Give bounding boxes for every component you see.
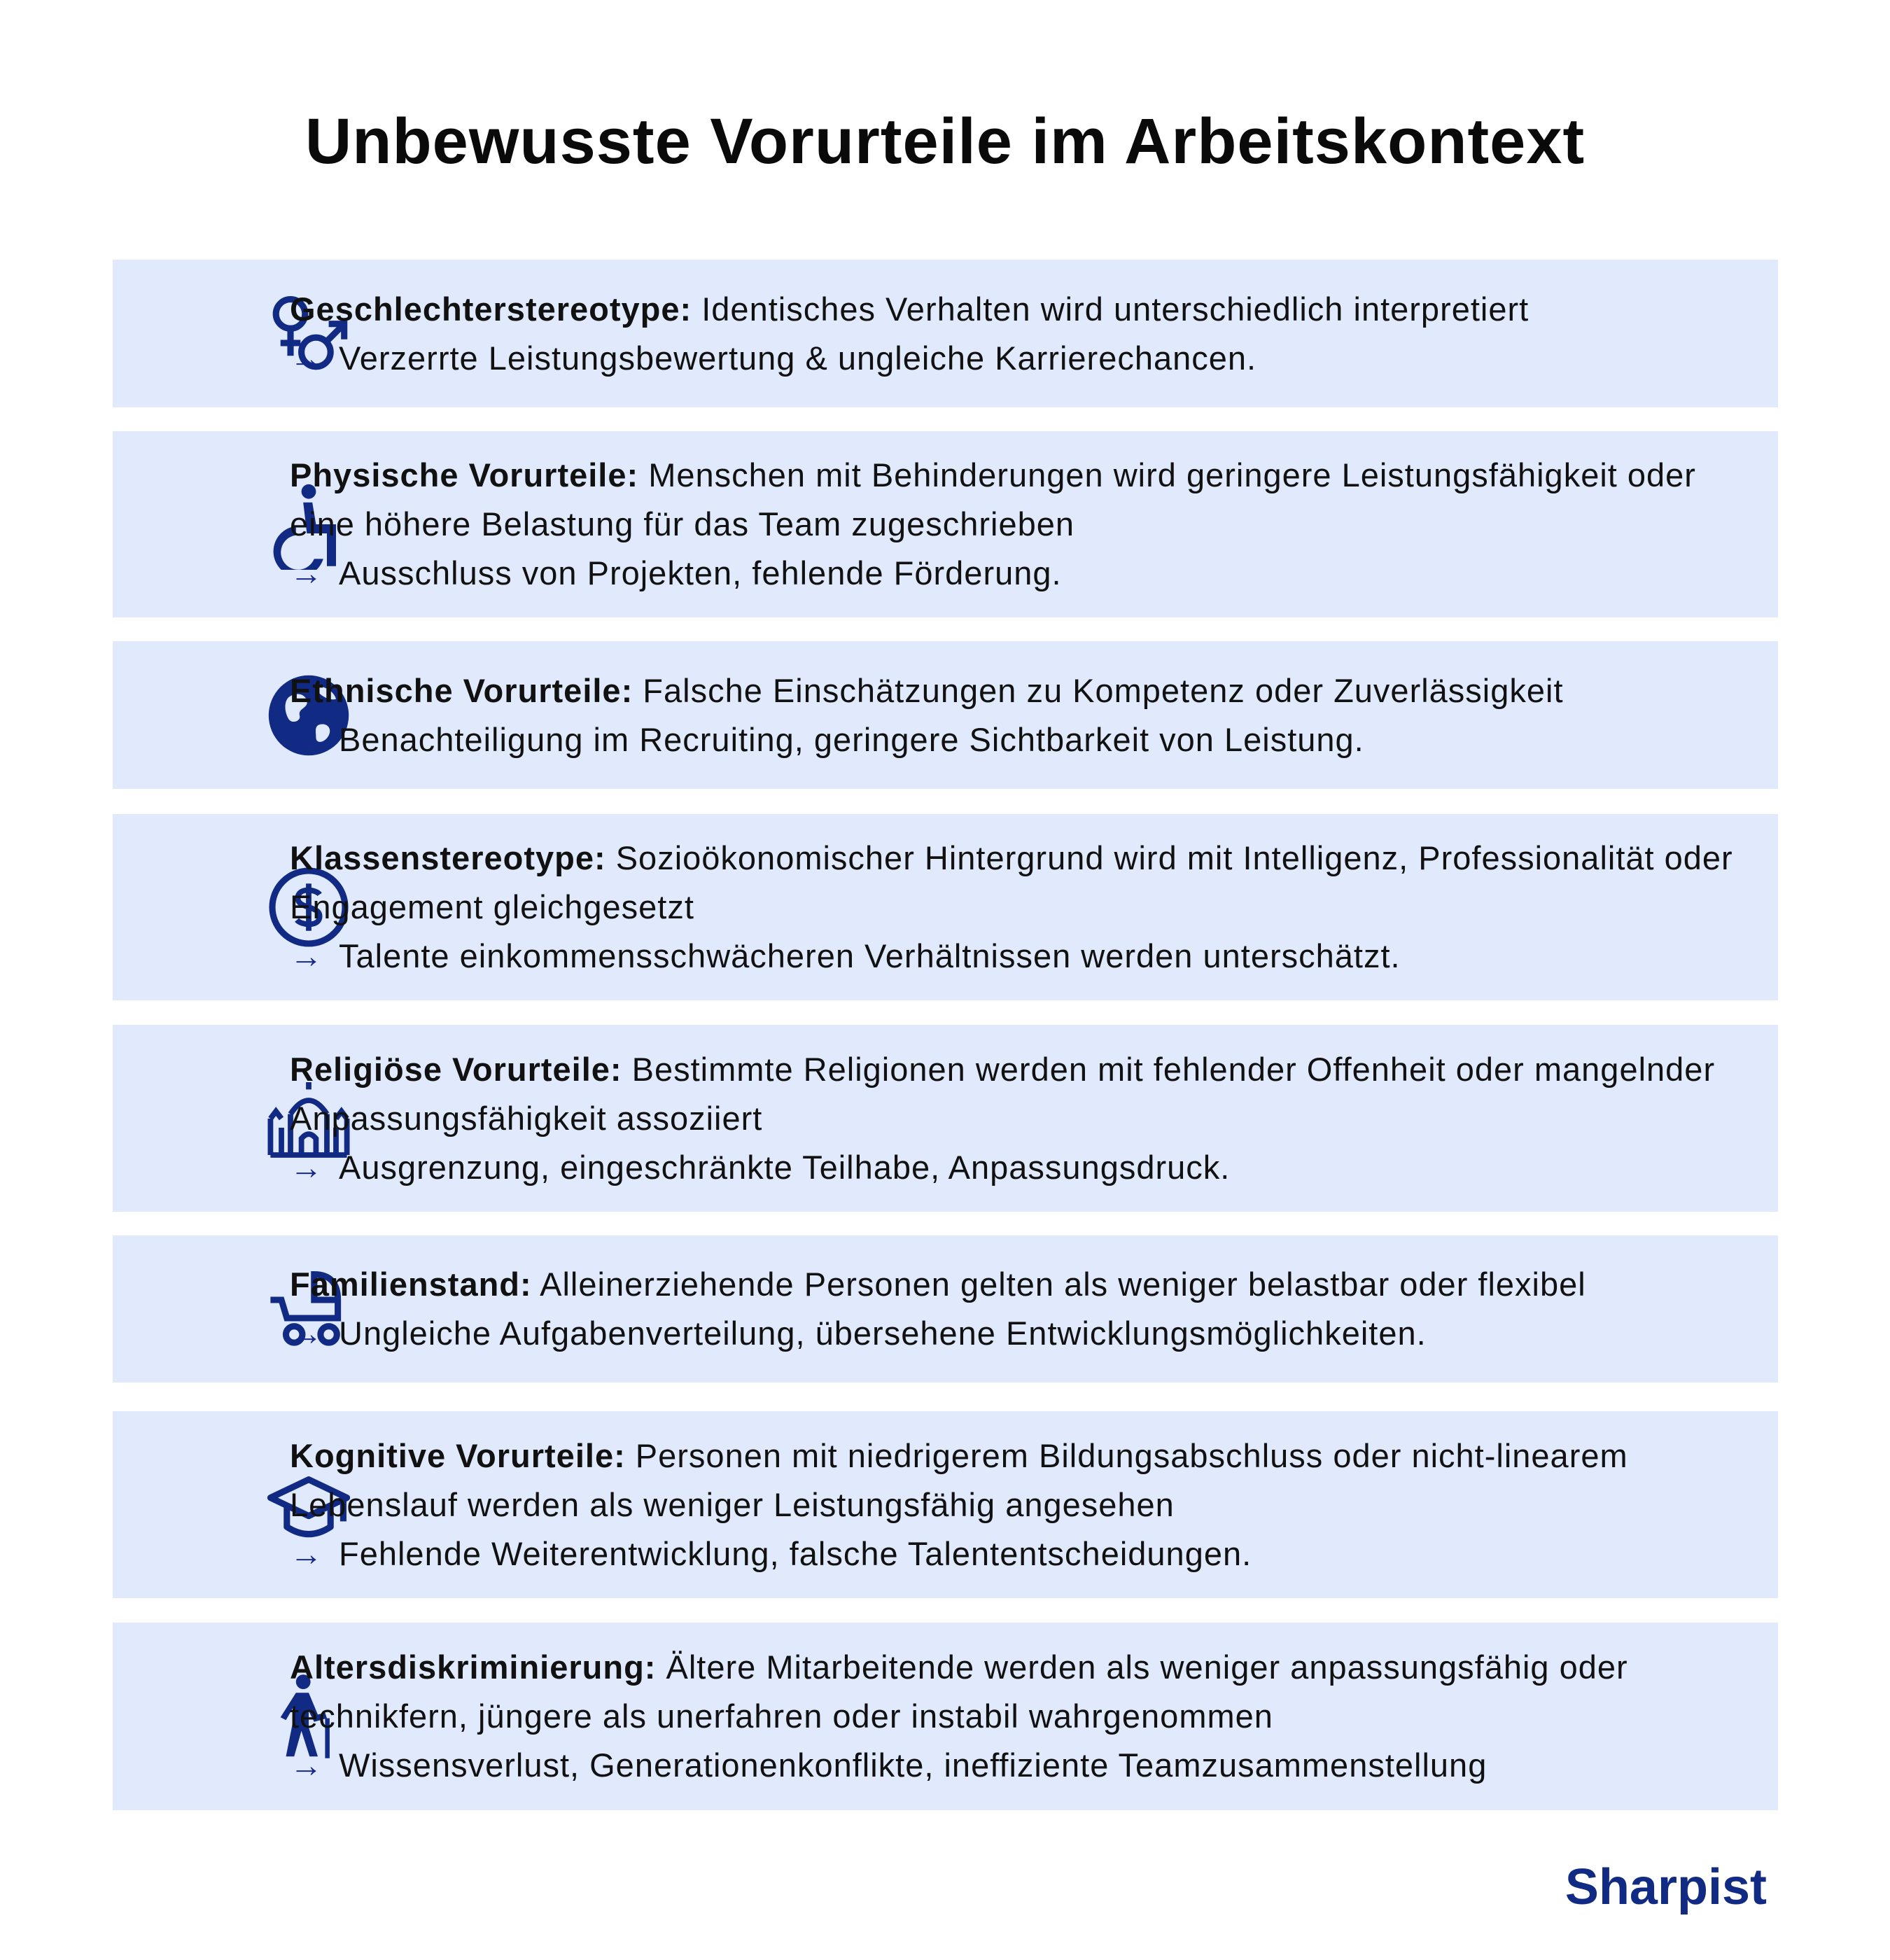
bias-description	[290, 451, 1750, 598]
bias-card	[113, 1236, 1778, 1382]
bias-card	[113, 260, 1778, 407]
arrow-right-icon: →	[290, 1315, 323, 1352]
bias-heading: Kognitive Vorurteile:	[290, 1436, 626, 1474]
bias-heading: Altersdiskriminierung:	[290, 1648, 657, 1686]
bias-text: Alleinerziehende Personen gelten als weniger belastbar oder flexibel	[540, 1266, 1586, 1303]
bias-text: Menschen mit Behinderungen wird geringere Leistungsfähigkeit oder eine höhere Belastung für das Team zugeschrieben	[290, 456, 1696, 542]
bias-heading: Familienstand:	[290, 1266, 532, 1303]
bias-effect: Ungleiche Aufgabenverteilung, übersehene Entwicklungsmöglichkeiten.	[339, 1315, 1427, 1352]
arrow-right-icon: →	[290, 1746, 323, 1784]
arrow-right-icon: →	[290, 1148, 323, 1186]
bias-text: Falsche Einschätzungen zu Kompetenz oder Zuverlässigkeit	[643, 671, 1564, 709]
bias-description	[290, 1260, 1750, 1358]
bias-heading: Geschlechterstereotype:	[290, 290, 692, 328]
bias-description	[290, 285, 1750, 383]
bias-effect: Wissensverlust, Generationenkonflikte, ineffiziente Teamzusammenstellung	[339, 1746, 1488, 1784]
arrow-right-icon: →	[290, 720, 323, 758]
arrow-right-icon: →	[290, 1534, 323, 1572]
bias-description	[290, 1045, 1750, 1192]
bias-effect: Verzerrte Leistungsbewertung & ungleiche Karrierechancen.	[339, 339, 1257, 377]
bias-effect: Talente einkommensschwächeren Verhältnissen werden unterschätzt.	[339, 937, 1401, 974]
bias-card	[113, 431, 1778, 617]
bias-card	[113, 1623, 1778, 1810]
page-title: Unbewusste Vorurteile im Arbeitskontext	[304, 106, 1586, 177]
bias-heading: Klassenstereotype:	[290, 839, 606, 876]
arrow-right-icon: →	[290, 339, 323, 377]
bias-card	[113, 1411, 1778, 1598]
bias-effect: Ausschluss von Projekten, fehlende Förderung.	[339, 554, 1062, 592]
bias-card	[113, 814, 1778, 1000]
bias-heading: Physische Vorurteile:	[290, 456, 639, 493]
sharpist-logo: Sharpist	[1564, 1859, 1767, 1915]
bias-text: Identisches Verhalten wird unterschiedlich interpretiert	[701, 290, 1530, 328]
bias-effect: Fehlende Weiterentwicklung, falsche Talententscheidungen.	[339, 1534, 1252, 1572]
bias-description	[290, 834, 1750, 981]
arrow-right-icon: →	[290, 937, 323, 974]
bias-description	[290, 666, 1750, 764]
bias-heading: Ethnische Vorurteile:	[290, 671, 634, 709]
bias-effect: Ausgrenzung, eingeschränkte Teilhabe, Anpassungsdruck.	[339, 1148, 1231, 1186]
bias-text: Ältere Mitarbeitende werden als weniger anpassungsfähig oder technikfern, jüngere als unerfahren oder instabil wahrgenommen	[290, 1648, 1628, 1735]
bias-text: Sozioökonomischer Hintergrund wird mit Intelligenz, Professionalität oder Engagement gleichgesetzt	[290, 839, 1733, 925]
bias-text: Bestimmte Religionen werden mit fehlender Offenheit oder mangelnder Anpassungsfähigkeit assoziiert	[290, 1050, 1716, 1137]
bias-heading: Religiöse Vorurteile:	[290, 1050, 622, 1088]
bias-description	[290, 1643, 1750, 1790]
bias-card	[113, 1025, 1778, 1212]
bias-description	[290, 1432, 1750, 1578]
bias-card	[113, 641, 1778, 789]
bias-effect: Benachteiligung im Recruiting, geringere Sichtbarkeit von Leistung.	[339, 720, 1364, 758]
arrow-right-icon: →	[290, 554, 323, 592]
bias-text: Personen mit niedrigerem Bildungsabschluss oder nicht-linearem Lebenslauf werden als weniger Leistungsfähig angesehen	[290, 1436, 1628, 1523]
